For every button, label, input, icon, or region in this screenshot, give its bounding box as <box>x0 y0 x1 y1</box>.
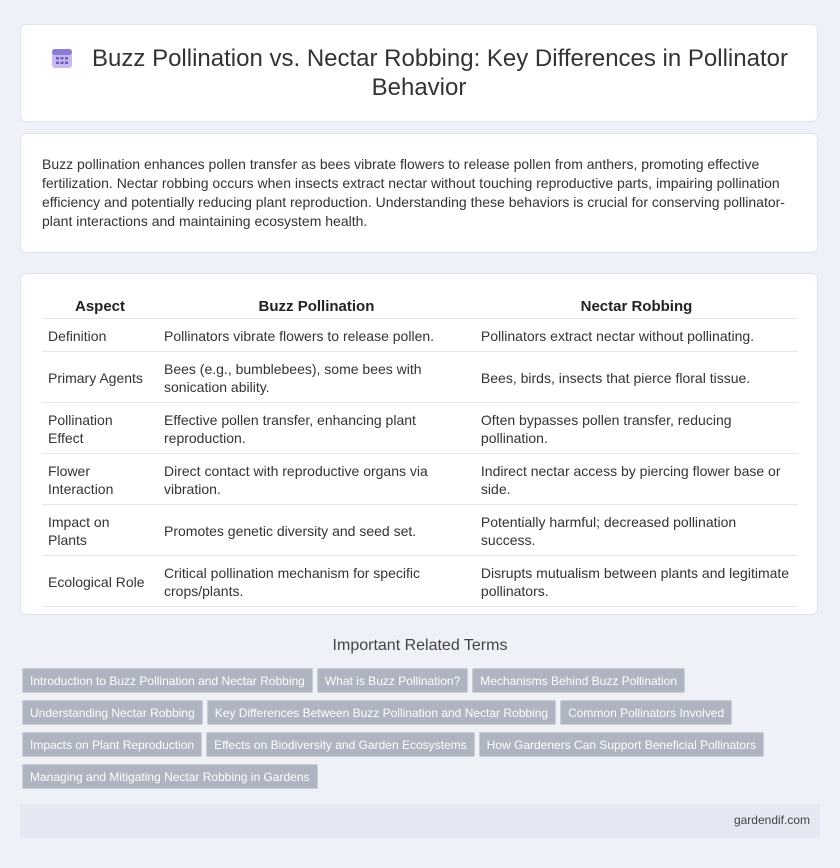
table-row <box>42 319 798 352</box>
buzz-pollination-cell: Promotes genetic diversity and seed set. <box>158 505 475 556</box>
related-term-tag[interactable]: How Gardeners Can Support Beneficial Pollinators <box>479 732 764 757</box>
nectar-robbing-cell: Bees, birds, insects that pierce floral tissue. <box>475 352 798 403</box>
table-row <box>42 454 798 505</box>
aspect-cell: Impact on Plants <box>42 505 158 556</box>
column-header-buzz-pollination: Buzz Pollination <box>158 296 475 319</box>
buzz-pollination-cell: Bees (e.g., bumblebees), some bees with sonication ability. <box>158 352 475 403</box>
nectar-robbing-cell: Pollinators extract nectar without pollinating. <box>475 319 798 352</box>
related-term-tag[interactable]: Managing and Mitigating Nectar Robbing in Gardens <box>22 764 318 789</box>
buzz-pollination-cell: Direct contact with reproductive organs via vibration. <box>158 454 475 505</box>
related-term-tag[interactable]: Effects on Biodiversity and Garden Ecosystems <box>206 732 475 757</box>
related-term-tag[interactable]: Common Pollinators Involved <box>560 700 732 725</box>
table-header-row <box>42 296 798 319</box>
related-term-tag[interactable]: Impacts on Plant Reproduction <box>22 732 202 757</box>
aspect-cell: Flower Interaction <box>42 454 158 505</box>
footer-site-link[interactable]: gardendif.com <box>733 813 810 827</box>
intro-paragraph: Buzz pollination enhances pollen transfer as bees vibrate flowers to release pollen from anthers, promoting effective fertilization. Nectar robbing occurs when insects extract nectar without touching reproductive parts, impairing pollination efficiency and potentially reducing plant reproduction. Understanding these behaviors is crucial for conserving pollinator-plant interactions and maintaining ecosystem health. <box>42 156 785 229</box>
header-card <box>20 24 818 122</box>
buzz-pollination-cell: Critical pollination mechanism for specific crops/plants. <box>158 556 475 607</box>
page-title <box>45 44 793 102</box>
buzz-pollination-cell: Pollinators vibrate flowers to release pollen. <box>158 319 475 352</box>
nectar-robbing-cell: Indirect nectar access by piercing flower base or side. <box>475 454 798 505</box>
related-terms-list <box>22 668 802 796</box>
nectar-robbing-cell: Often bypasses pollen transfer, reducing pollination. <box>475 403 798 454</box>
footer <box>20 804 820 838</box>
intro-card <box>20 133 818 253</box>
table-row <box>42 352 798 403</box>
table-row <box>42 505 798 556</box>
related-term-tag[interactable]: Introduction to Buzz Pollination and Nectar Robbing <box>22 668 313 693</box>
page-title-text: Buzz Pollination vs. Nectar Robbing: Key Differences in Pollinator Behavior <box>92 45 788 101</box>
related-term-tag[interactable]: What is Buzz Pollination? <box>317 668 468 693</box>
buzz-pollination-cell: Effective pollen transfer, enhancing plant reproduction. <box>158 403 475 454</box>
column-header-nectar-robbing: Nectar Robbing <box>475 296 798 319</box>
related-term-tag[interactable]: Understanding Nectar Robbing <box>22 700 203 725</box>
related-term-tag[interactable]: Mechanisms Behind Buzz Pollination <box>472 668 685 693</box>
related-terms-heading: Important Related Terms <box>332 637 508 654</box>
comparison-table <box>42 296 798 607</box>
aspect-cell: Pollination Effect <box>42 403 158 454</box>
table-row <box>42 556 798 607</box>
aspect-cell: Primary Agents <box>42 352 158 403</box>
aspect-cell: Definition <box>42 319 158 352</box>
aspect-cell: Ecological Role <box>42 556 158 607</box>
nectar-robbing-cell: Potentially harmful; decreased pollination success. <box>475 505 798 556</box>
comparison-card <box>20 273 818 615</box>
column-header-aspect: Aspect <box>42 296 158 319</box>
nectar-robbing-cell: Disrupts mutualism between plants and legitimate pollinators. <box>475 556 798 607</box>
related-term-tag[interactable]: Key Differences Between Buzz Pollination and Nectar Robbing <box>207 700 556 725</box>
table-row <box>42 403 798 454</box>
calendar-icon <box>50 46 74 70</box>
